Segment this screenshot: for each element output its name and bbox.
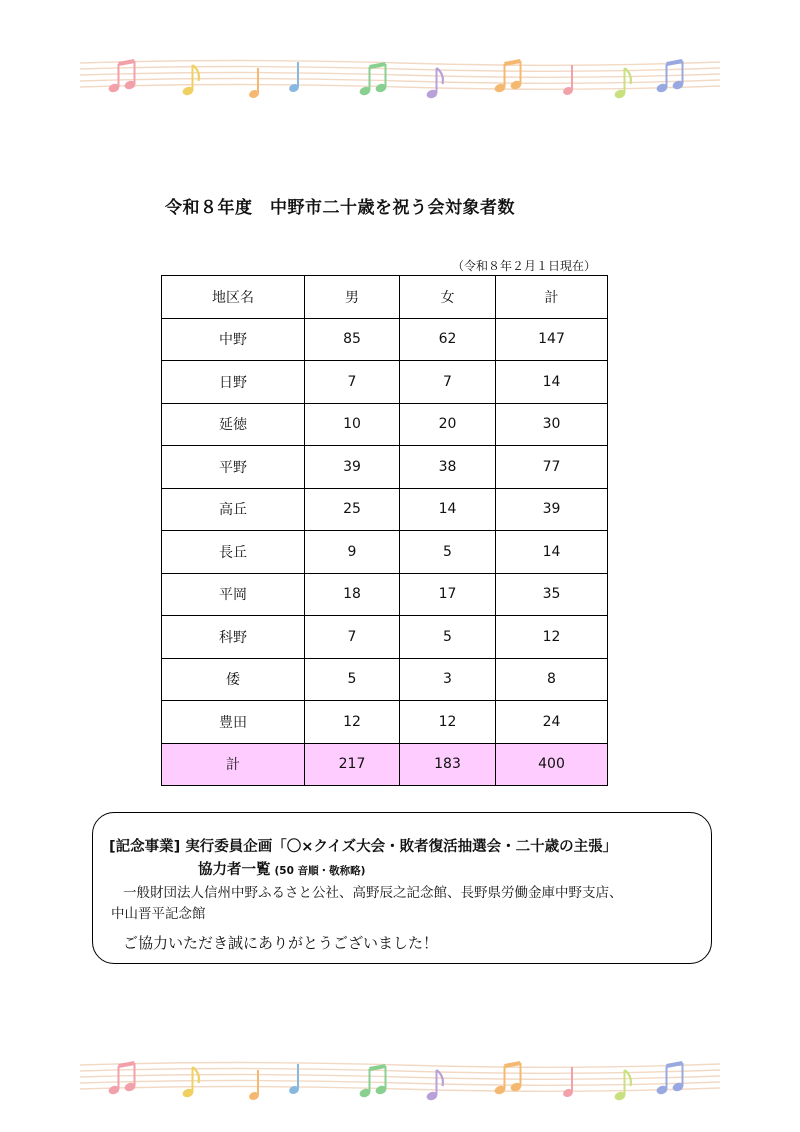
cell-female: 5 [400, 531, 496, 574]
cell-male: 7 [305, 361, 400, 404]
header-total: 計 [496, 276, 608, 319]
header-district: 地区名 [162, 276, 305, 319]
music-note-icon [655, 1063, 684, 1096]
cell-total: 30 [496, 403, 608, 446]
music-note-icon [107, 1063, 136, 1096]
cell-male: 9 [305, 531, 400, 574]
table-row [162, 701, 608, 744]
music-note-icon [181, 1067, 198, 1099]
cell-district: 平野 [162, 446, 305, 489]
cell-male: 85 [305, 318, 400, 361]
cell-female: 3 [400, 658, 496, 701]
cell-district: 科野 [162, 616, 305, 659]
music-note-icon [425, 1070, 442, 1102]
cell-total: 39 [496, 488, 608, 531]
cell-male: 10 [305, 403, 400, 446]
cell-district: 中野 [162, 318, 305, 361]
cell-district: 平岡 [162, 573, 305, 616]
total-male: 217 [305, 743, 400, 786]
sponsors-label: 協力者一覧 [198, 862, 271, 878]
cell-total: 8 [496, 658, 608, 701]
table-row [162, 318, 608, 361]
table-row [162, 531, 608, 574]
music-note-icon [425, 68, 442, 100]
table-row [162, 658, 608, 701]
notice-heading: [記念事業] 実行委員企画「〇×クイズ大会・敗者復活抽選会・二十歳の主張」 [109, 839, 618, 855]
cell-female: 7 [400, 361, 496, 404]
music-note-icon [107, 61, 136, 94]
table-total-row [162, 743, 608, 786]
music-note-icon [562, 1067, 574, 1098]
cell-female: 14 [400, 488, 496, 531]
header-male: 男 [305, 276, 400, 319]
cell-total: 12 [496, 616, 608, 659]
music-notes-icon [80, 50, 720, 106]
thanks-message: ご協力いただき誠にありがとうございました！ [123, 934, 439, 952]
cell-total: 77 [496, 446, 608, 489]
music-note-icon [655, 61, 684, 94]
cell-district: 長丘 [162, 531, 305, 574]
cell-total: 35 [496, 573, 608, 616]
music-note-icon [613, 68, 630, 100]
total-district: 計 [162, 743, 305, 786]
cell-total: 14 [496, 531, 608, 574]
as-of-date: （令和８年２月１日現在） [452, 259, 597, 273]
header-female: 女 [400, 276, 496, 319]
table-row [162, 361, 608, 404]
cell-total: 24 [496, 701, 608, 744]
cell-district: 延徳 [162, 403, 305, 446]
commemoration-notice [92, 812, 712, 964]
cell-female: 12 [400, 701, 496, 744]
table-row [162, 403, 608, 446]
cell-female: 5 [400, 616, 496, 659]
table-row [162, 573, 608, 616]
table-row [162, 446, 608, 489]
cell-total: 147 [496, 318, 608, 361]
cell-district: 日野 [162, 361, 305, 404]
total-total: 400 [496, 743, 608, 786]
table-row [162, 616, 608, 659]
music-note-icon [562, 65, 574, 96]
cell-male: 5 [305, 658, 400, 701]
table-row [162, 488, 608, 531]
table-header-row [162, 276, 608, 319]
sponsors-heading [198, 858, 365, 879]
music-note-banner-top [80, 50, 720, 106]
sponsors-list-line1: 一般財団法人信州中野ふるさと公社、高野辰之記念館、長野県労働金庫中野支店、 [123, 885, 623, 901]
music-note-banner-bottom [80, 1052, 720, 1108]
cell-district: 豊田 [162, 701, 305, 744]
cell-district: 高丘 [162, 488, 305, 531]
music-note-icon [613, 1070, 630, 1102]
cell-female: 20 [400, 403, 496, 446]
cell-female: 38 [400, 446, 496, 489]
total-female: 183 [400, 743, 496, 786]
cell-female: 62 [400, 318, 496, 361]
cell-female: 17 [400, 573, 496, 616]
cell-male: 7 [305, 616, 400, 659]
page-title: 令和８年度 中野市二十歳を祝う会対象者数 [165, 198, 515, 218]
cell-total: 14 [496, 361, 608, 404]
music-note-icon [181, 65, 198, 97]
cell-male: 25 [305, 488, 400, 531]
music-notes-icon [80, 1052, 720, 1108]
cell-district: 倭 [162, 658, 305, 701]
sponsors-note: (50 音順・敬称略) [274, 865, 366, 877]
cell-male: 18 [305, 573, 400, 616]
sponsors-list-line2: 中山晋平記念館 [111, 906, 206, 922]
cell-male: 39 [305, 446, 400, 489]
participants-table [161, 275, 608, 786]
cell-male: 12 [305, 701, 400, 744]
